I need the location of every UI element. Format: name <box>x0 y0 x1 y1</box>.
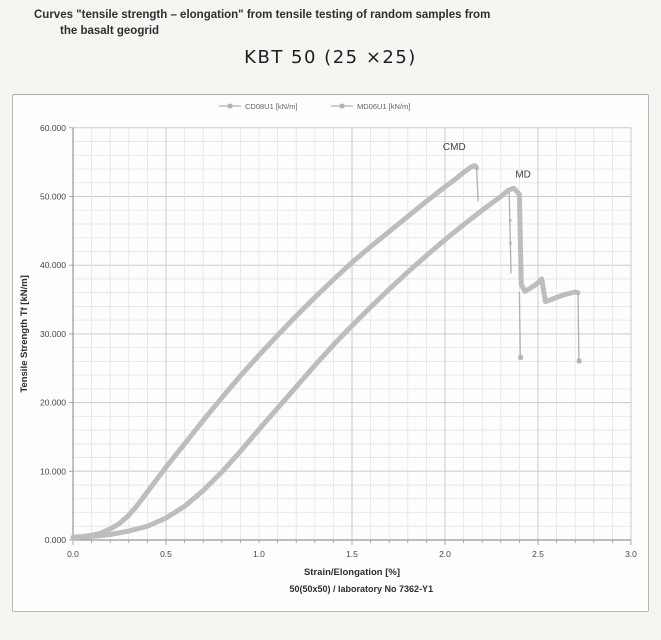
legend-label: CD08U1 [kN/m] <box>245 102 298 111</box>
tensile-strength-chart <box>13 95 648 611</box>
chart-footnote: 50(50x50) / laboratory No 7362-Y1 <box>289 584 434 594</box>
x-axis-title: Strain/Elongation [%] <box>303 567 401 578</box>
y-axis-title: Tensile Strength Tf [kN/m] <box>19 275 30 393</box>
y-tick-label: 50.000 <box>40 191 66 202</box>
curve-label-cmd: CMD <box>442 141 466 153</box>
break-drop-line <box>578 293 579 361</box>
y-tick-label: 60.000 <box>40 122 66 133</box>
x-tick-label: 1.0 <box>253 549 265 559</box>
legend-marker-swatch <box>340 104 344 108</box>
break-end-marker <box>577 359 582 364</box>
x-tick-label: 2.0 <box>439 549 451 559</box>
figure-caption-line2: the basalt geogrid <box>60 24 160 37</box>
data-point-dot <box>509 242 512 245</box>
y-tick-label: 30.000 <box>40 328 66 339</box>
y-tick-label: 20.000 <box>40 397 66 408</box>
data-point-dot <box>509 219 512 222</box>
legend-marker-swatch <box>228 104 232 108</box>
legend-label: MD06U1 [kN/m] <box>357 102 411 111</box>
figure-caption <box>34 8 646 39</box>
x-tick-label: 0.0 <box>67 549 79 559</box>
break-end-marker <box>518 355 523 360</box>
chart-title: KBT 50 (25 ×25) <box>244 47 417 68</box>
y-tick-label: 0.000 <box>44 535 66 545</box>
y-tick-label: 10.000 <box>40 466 66 477</box>
curve-cmd <box>73 166 477 538</box>
legend <box>219 102 410 111</box>
figure-caption-line1: Curves "tensile strength – elongation" from tensile testing of random samples from <box>34 9 491 21</box>
x-tick-label: 1.5 <box>346 549 358 559</box>
curve-label-md: MD <box>515 169 531 181</box>
break-drop-line <box>509 192 511 274</box>
curve-md <box>73 188 578 538</box>
chart-panel <box>12 94 649 612</box>
x-tick-label: 3.0 <box>625 549 637 559</box>
y-tick-label: 40.000 <box>40 260 66 271</box>
x-tick-label: 0.5 <box>160 549 172 559</box>
x-tick-label: 2.5 <box>532 549 544 559</box>
